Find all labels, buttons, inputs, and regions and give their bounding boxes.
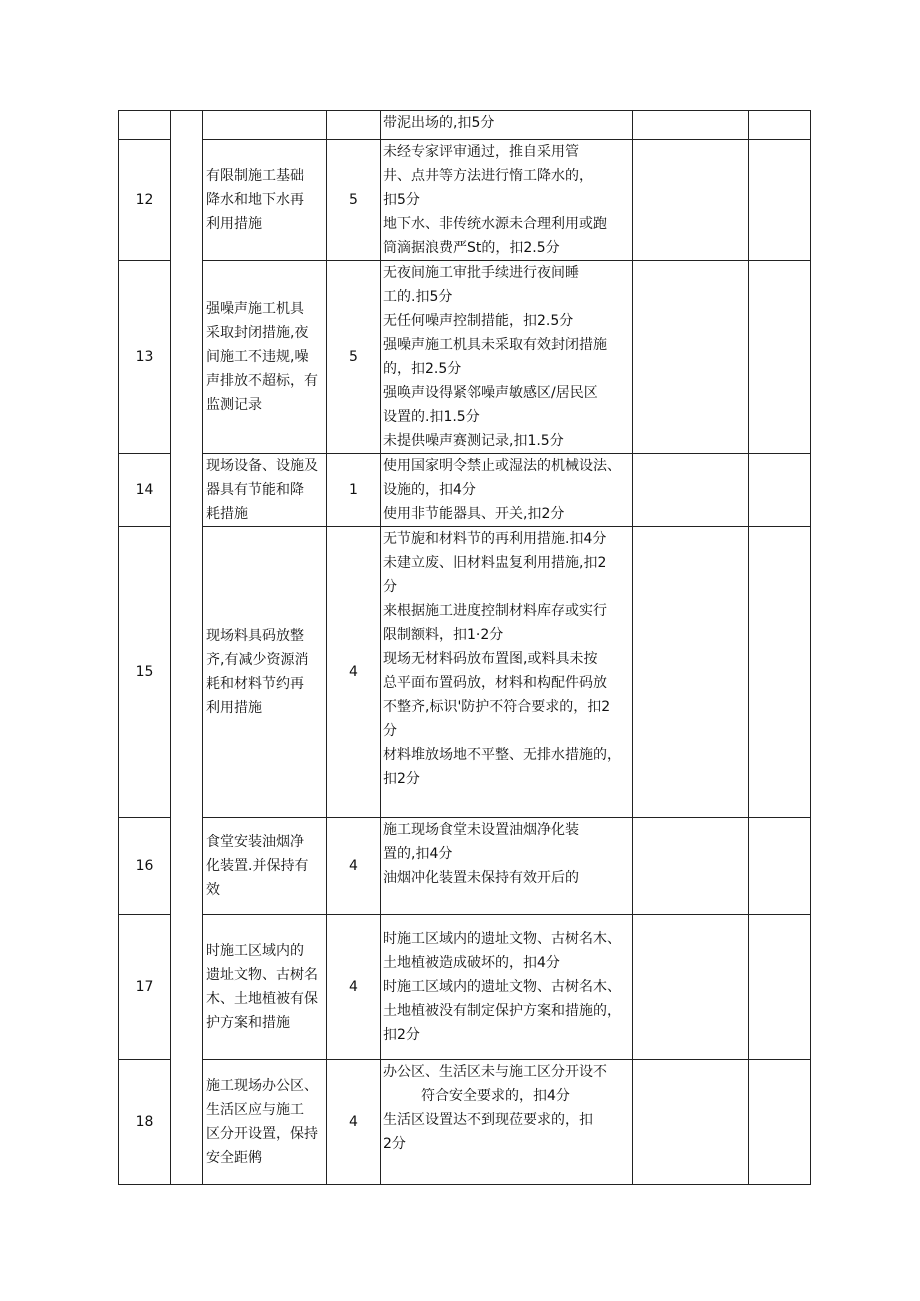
check-item	[203, 140, 327, 261]
deduction-line: 限制额料，扣1·2分	[383, 627, 504, 643]
deduction-line: 扣5分	[383, 192, 420, 208]
deduction-line: 生活区设置达不到现莅要求的，扣	[383, 1112, 593, 1128]
check-item-line: 耗措施	[206, 506, 248, 522]
check-item	[203, 454, 327, 527]
deduction-rule	[381, 915, 633, 1060]
check-item-line: 生活区应与施工	[206, 1102, 304, 1118]
check-item	[203, 915, 327, 1060]
deduction-line: 时施工区域内的遗址文物、古树名木、	[383, 931, 621, 947]
deduction-line: 地下水、非传统水源未合理利用或跑	[383, 216, 607, 232]
deduction-line: 总平面布置码放，材料和构配件码放	[383, 675, 607, 691]
deduction-line: 工的.扣5分	[383, 289, 453, 305]
check-item-line: 齐,有减少资源消	[206, 652, 309, 668]
check-item-line: 声排放不超标，有	[206, 373, 318, 389]
deduction-line: 现场无材料码放布置图,或料具未按	[383, 651, 598, 667]
check-item-line: 施工现场办公区、	[206, 1078, 318, 1094]
check-item-line: 耗和材料节约再	[206, 676, 304, 692]
check-item	[203, 1060, 327, 1185]
check-item-line: 效	[206, 882, 220, 898]
actual-deduction	[633, 527, 749, 818]
check-item-line: 时施工区域内的	[206, 943, 304, 959]
remarks	[749, 1060, 811, 1185]
remarks	[749, 527, 811, 818]
deduction-line: 设置的.扣1.5分	[383, 409, 480, 425]
deduction-line: 土地植被造成破坏的，扣4分	[383, 955, 560, 971]
score-value: 4	[327, 527, 381, 818]
check-item-line: 区分开设置，保持	[206, 1126, 318, 1142]
check-item-line: 遗址文物、古树名	[206, 967, 318, 983]
table-row	[119, 527, 811, 818]
table-row	[119, 140, 811, 261]
score-value: 4	[327, 1060, 381, 1185]
deduction-line: 无任何噪声控制措能，扣2.5分	[383, 313, 574, 329]
row-number: 14	[119, 454, 171, 527]
row-number: 16	[119, 818, 171, 915]
check-item-line: 食堂安装油烟净	[206, 834, 304, 850]
inspection-score-table	[118, 110, 811, 1185]
deduction-line: 扣2分	[383, 771, 420, 787]
row-number: 18	[119, 1060, 171, 1185]
check-item-line: 木、土地植被有保	[206, 991, 318, 1007]
check-item-line: 间施工不违规,噪	[206, 349, 309, 365]
deduction-line: 强噪声施工机具未采取有效封闭措施	[383, 337, 607, 353]
check-item-line: 安全距鸺	[206, 1150, 262, 1166]
actual-deduction	[633, 1060, 749, 1185]
row-number: 13	[119, 261, 171, 454]
deduction-line: 设施的，扣4分	[383, 482, 476, 498]
score-value: 5	[327, 140, 381, 261]
deduction-rule	[381, 140, 633, 261]
deduction-line: 油烟冲化装置未保持有效开后的	[383, 870, 579, 886]
deduction-rule	[381, 818, 633, 915]
remarks	[749, 111, 811, 140]
deduction-line: 扣2分	[383, 1027, 420, 1043]
deduction-line: 无夜间施工审批手续进行夜间睡	[383, 265, 579, 281]
deduction-line: 未提供噪声赛测记录,扣1.5分	[383, 433, 564, 449]
check-item-line: 器具有节能和降	[206, 482, 304, 498]
score-value: 5	[327, 261, 381, 454]
deduction-line: 分	[383, 723, 397, 739]
remarks	[749, 818, 811, 915]
score-value: 4	[327, 915, 381, 1060]
check-item	[203, 527, 327, 818]
deduction-line: 强唤声设得紧邻噪声敏感区/居民区	[383, 385, 598, 401]
deduction-line: 未建立废、旧材料盅复利用措施,扣2	[383, 555, 607, 571]
check-item-line: 利用措施	[206, 700, 262, 716]
deduction-line: 筒滴据浪费严St的，扣2.5分	[383, 240, 560, 256]
actual-deduction	[633, 454, 749, 527]
remarks	[749, 261, 811, 454]
deduction-line: 使用非节能器具、开关,扣2分	[383, 506, 565, 522]
check-item-line: 利用措施	[206, 216, 262, 232]
deduction-line: 无节旎和材料节的再利用措施.扣4分	[383, 531, 607, 547]
deduction-rule	[381, 111, 633, 140]
category-column	[171, 111, 203, 1185]
table-row	[119, 1060, 811, 1185]
deduction-line: 来根据施工进度控制材料库存或实行	[383, 603, 607, 619]
table-row	[119, 261, 811, 454]
actual-deduction	[633, 111, 749, 140]
check-item-line: 化装置.并保持有	[206, 858, 309, 874]
deduction-line: 2分	[383, 1136, 406, 1152]
check-item	[203, 111, 327, 140]
actual-deduction	[633, 140, 749, 261]
check-item-line: 采取封闭措施,夜	[206, 325, 309, 341]
check-item-line: 降水和地下水再	[206, 192, 304, 208]
check-item-line: 现场设备、设施及	[206, 458, 318, 474]
deduction-rule	[381, 261, 633, 454]
table-row	[119, 818, 811, 915]
deduction-line: 时施工区域内的遗址文物、古树名木、	[383, 979, 621, 995]
row-number: 17	[119, 915, 171, 1060]
deduction-line: 使用国家明令禁止或湿法的机械设法、	[383, 458, 621, 474]
remarks	[749, 140, 811, 261]
remarks	[749, 454, 811, 527]
table-row	[119, 915, 811, 1060]
deduction-rule	[381, 454, 633, 527]
remarks	[749, 915, 811, 1060]
check-item-line: 监测记录	[206, 397, 262, 413]
actual-deduction	[633, 915, 749, 1060]
deduction-line: 办公区、生活区未与施工区分开设不	[383, 1064, 607, 1080]
deduction-line: 的，扣2.5分	[383, 361, 462, 377]
check-item	[203, 818, 327, 915]
deduction-line: 井、点井等方法进行惰工降水的，	[383, 168, 593, 184]
score-value: 4	[327, 818, 381, 915]
row-number: 15	[119, 527, 171, 818]
check-item-line: 强噪声施工机具	[206, 301, 304, 317]
check-item-line: 有限制施工基础	[206, 168, 304, 184]
deduction-line: 置的,扣4分	[383, 846, 453, 862]
score-value	[327, 111, 381, 140]
row-number	[119, 111, 171, 140]
deduction-line: 土地植被没有制定保护方案和措施的，	[383, 1003, 621, 1019]
deduction-line: 符合安全要求的，扣4分	[421, 1088, 570, 1104]
score-value: 1	[327, 454, 381, 527]
deduction-line: 未经专家评审通过，推自采用管	[383, 144, 579, 160]
deduction-rule	[381, 1060, 633, 1185]
deduction-line: 施工现场食堂未设置油烟净化装	[383, 822, 579, 838]
deduction-rule	[381, 527, 633, 818]
row-number: 12	[119, 140, 171, 261]
deduction-line: 分	[383, 579, 397, 595]
check-item	[203, 261, 327, 454]
check-item-line: 护方案和措施	[206, 1015, 290, 1031]
deduction-line: 不整齐,标识'防护不符合要求的，扣2	[383, 699, 611, 715]
deduction-line: 材料堆放场地不平整、无排水措施的，	[383, 747, 621, 763]
deduction-line: 带泥出场的,扣5分	[383, 115, 495, 131]
table-row	[119, 111, 811, 140]
check-item-line: 现场料具码放整	[206, 628, 304, 644]
actual-deduction	[633, 261, 749, 454]
table-row	[119, 454, 811, 527]
actual-deduction	[633, 818, 749, 915]
